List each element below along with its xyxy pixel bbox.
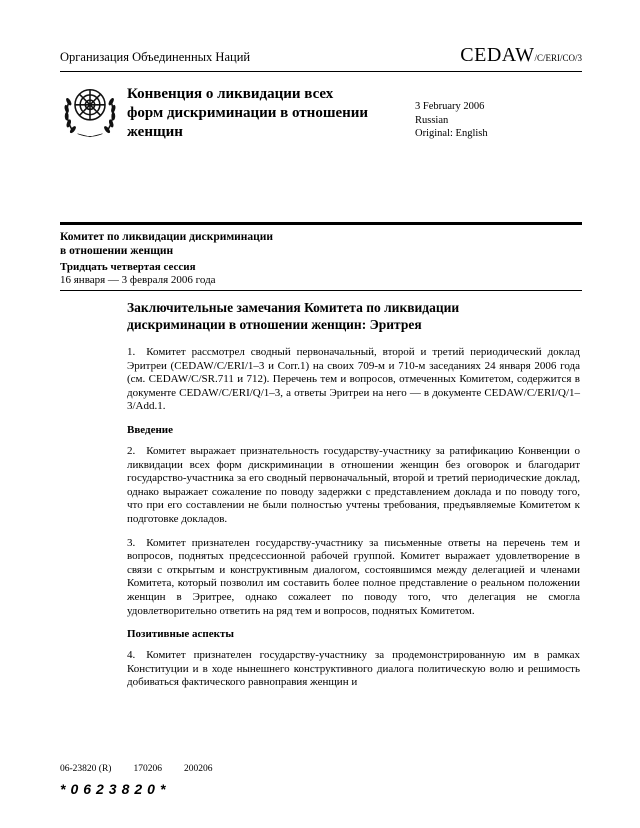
paragraph-2: 2. Комитет выражает признательность государству-участнику за ратификацию Конвенции о ликвидации всех форм дискриминации в отношении женщин без оговорок и благодарит государство-участника за его сводный первоначальный, второй и третий периодические доклад, однако выражает сожаление по поводу задержки с представлением доклада и по поводу того, что при его составлении не были полностью учтены требования, предъявляемые Комитетом к подготовке докладов.: [127, 444, 580, 525]
page-footer: [60, 764, 212, 797]
committee-name-line2: в отношении женщин: [60, 244, 174, 257]
section-heading-introduction: Введение: [127, 423, 174, 436]
document-body: [127, 299, 580, 700]
doc-original-language: Original: English: [415, 128, 488, 139]
masthead-rule: [60, 222, 582, 225]
doc-date: 3 February 2006: [415, 101, 485, 112]
committee-name-line1: Комитет по ликвидации дискриминации: [60, 231, 274, 243]
paragraph-3: 3. Комитет признателен государству-участнику за письменные ответы на перечень тем и вопросов, поднятых предсессионной рабочей группой. Комитет выражает удовлетворение в связи с открытым и конструктивным диалогом, состоявшимся между делегацией и членами Комитета, который позволил им составить более полное представление о реальном положении женщин в Эритрее, однако сожалеет по поводу того, что делегация не смогла удовлетворительно ответить на ряд тем и вопросов, поднятых Комитетом.: [127, 536, 580, 617]
un-emblem-icon: [62, 82, 118, 140]
section-heading-positive-aspects: Позитивные аспекты: [127, 628, 234, 641]
document-number: 06-23820 (R): [60, 764, 112, 774]
header-rule: [60, 71, 582, 72]
doc-symbol-main: CEDAW: [460, 44, 535, 66]
doc-symbol-suffix: /C/ERI/CO/3: [534, 53, 582, 63]
committee-rule: [60, 290, 582, 291]
paragraph-1: 1. Комитет рассмотрел сводный первоначальный, второй и третий периодический доклад Эритреи (CEDAW/C/ERI/1–3 и Corr.1) на своих 709-м и 710-м заседаниях 24 января 2006 года (см. CEDAW/C/SR.711 и 712). Перечень тем и вопросов, отмеченных Комитетом, содержится в документе CEDAW/C/ERI/Q/1–3, а ответы Эритреи на него — в документе CEDAW/C/ERI/Q/1–3/Add.1.: [127, 346, 580, 413]
committee-block: [60, 231, 273, 287]
convention-title: Конвенция о ликвидации всех форм дискриминации в отношении женщин: [127, 86, 369, 140]
doc-symbol: [460, 44, 582, 67]
barcode-text: *0623820*: [60, 781, 171, 797]
session-dates: 16 января — 3 февраля 2006 года: [60, 274, 216, 286]
document-title: Заключительные замечания Комитета по ликвидации дискриминации в отношении женщин: Эритрея: [127, 300, 460, 332]
page-header: [60, 44, 582, 67]
paragraph-4: 4. Комитет признателен государству-участнику за продемонстрированную им в рамках Конституции и в ходе нынешнего конструктивного диалога политическую волю и решимость добиваться фактического равноправия женщин и: [127, 649, 580, 689]
footer-code-2: 200206: [183, 764, 213, 774]
session-title: Тридцать четвертая сессия: [60, 261, 196, 273]
footer-reference: [60, 764, 212, 774]
footer-code-1: 170206: [133, 764, 162, 774]
doc-info-block: [415, 100, 488, 141]
org-name: Организация Объединенных Наций: [60, 50, 251, 64]
doc-language: Russian: [415, 114, 449, 126]
